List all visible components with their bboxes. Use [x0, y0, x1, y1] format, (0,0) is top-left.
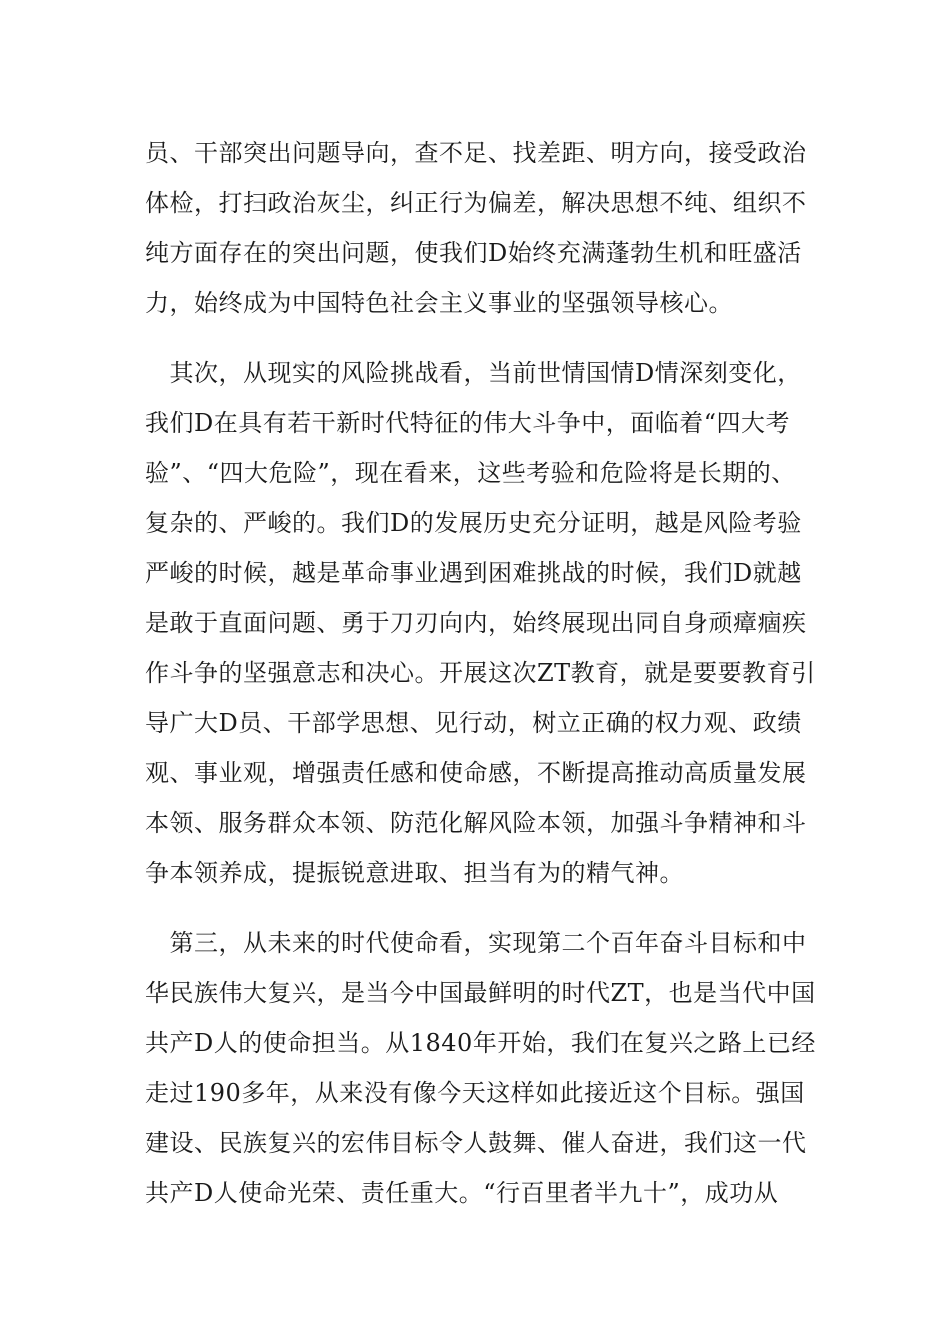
text-line: 共产D人的使命担当。从1840年开始，我们在复兴之路上已经	[145, 1029, 816, 1057]
text-line: 观、事业观，增强责任感和使命感，不断提高推动高质量发展	[145, 759, 807, 787]
text-line: 复杂的、严峻的。我们D的发展历史充分证明，越是风险考验	[145, 509, 802, 537]
text-line: 员、干部突出问题导向，查不足、找差距、明方向，接受政治	[145, 139, 807, 167]
paragraph	[145, 128, 810, 328]
text-line: 建设、民族复兴的宏伟目标令人鼓舞、催人奋进，我们这一代	[145, 1129, 807, 1157]
text-line: 共产D人使命光荣、责任重大。“行百里者半九十”，成功从	[145, 1179, 779, 1207]
text-line: 华民族伟大复兴，是当今中国最鲜明的时代ZT，也是当代中国	[145, 979, 816, 1007]
text-line: 导广大D员、干部学思想、见行动，树立正确的权力观、政绩	[145, 709, 802, 737]
text-line: 体检，打扫政治灰尘，纠正行为偏差，解决思想不纯、组织不	[145, 189, 807, 217]
paragraph-spacer	[145, 328, 810, 348]
text-line: 是敢于直面问题、勇于刀刃向内，始终展现出同自身顽瘴痼疾	[145, 609, 807, 637]
text-line: 作斗争的坚强意志和决心。开展这次ZT教育，就是要要教育引	[145, 659, 816, 687]
text-line: 走过190多年，从来没有像今天这样如此接近这个目标。强国	[145, 1079, 805, 1107]
text-line: 我们D在具有若干新时代特征的伟大斗争中，面临着“四大考	[145, 409, 791, 437]
text-line: 严峻的时候，越是革命事业遇到困难挑战的时候，我们D就越	[145, 559, 802, 587]
text-line: 第三，从未来的时代使命看，实现第二个百年奋斗目标和中	[145, 929, 807, 957]
paragraph	[145, 918, 816, 1218]
text-line: 争本领养成，提振锐意进取、担当有为的精气神。	[145, 859, 684, 887]
text-line: 验”、“四大危险”，现在看来，这些考验和危险将是长期的、	[145, 459, 796, 487]
paragraph-spacer	[145, 898, 810, 918]
text-line: 其次，从现实的风险挑战看，当前世情国情D情深刻变化，	[145, 359, 802, 387]
paragraph	[145, 348, 816, 898]
document-body	[145, 128, 816, 1218]
text-line: 本领、服务群众本领、防范化解风险本领，加强斗争精神和斗	[145, 809, 807, 837]
text-line: 力，始终成为中国特色社会主义事业的坚强领导核心。	[145, 289, 733, 317]
text-line: 纯方面存在的突出问题，使我们D始终充满蓬勃生机和旺盛活	[145, 239, 802, 267]
